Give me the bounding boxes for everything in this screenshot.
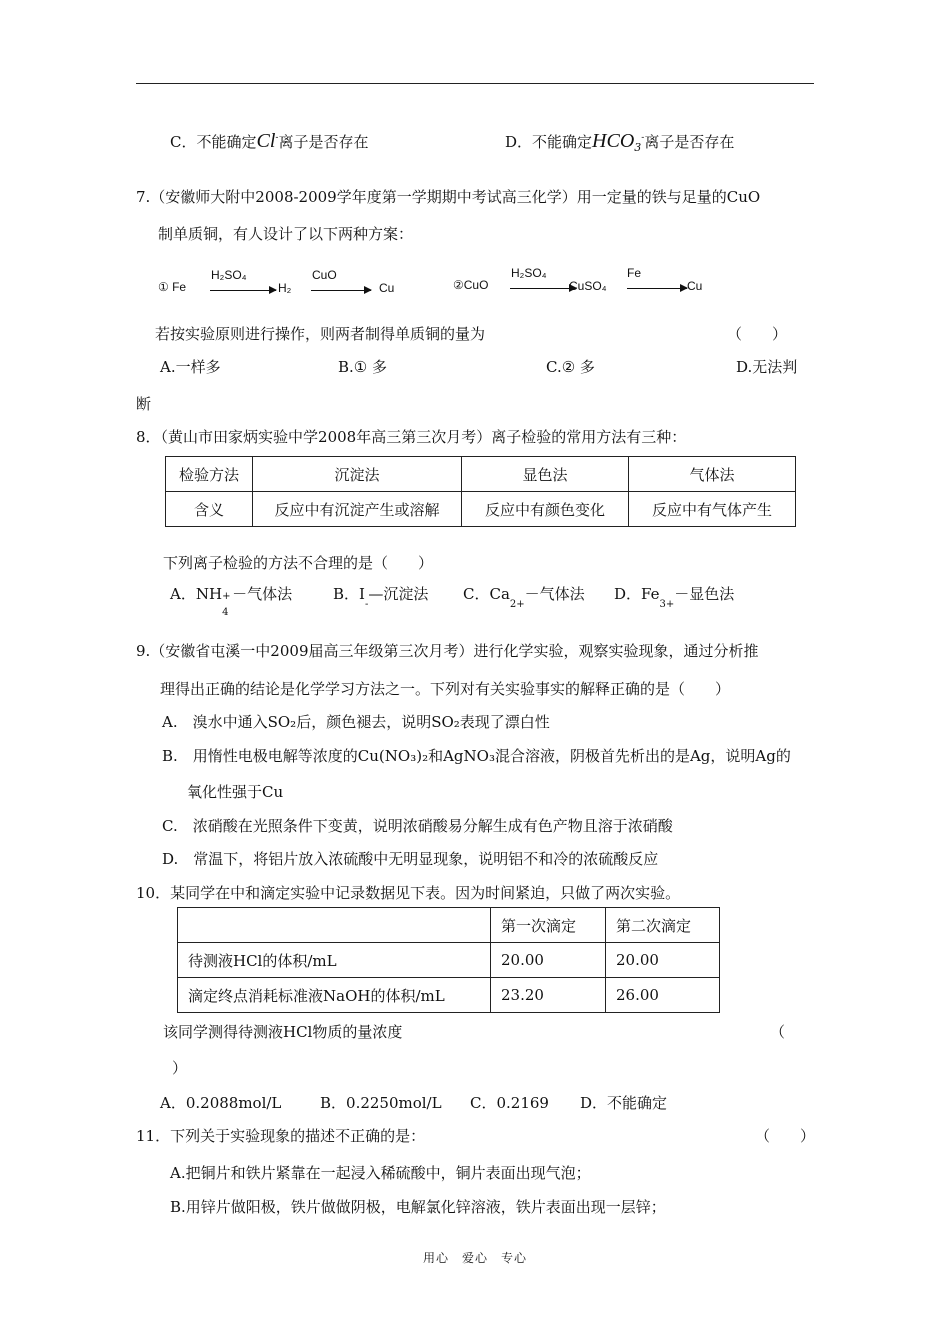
q9-option-c: C. 浓硝酸在光照条件下变黄，说明浓硝酸易分解生成有色产物且溶于浓硝酸 <box>162 817 673 835</box>
q10-paren-close: ） <box>172 1059 188 1077</box>
table-header-row <box>166 457 796 492</box>
table-cell: 沉淀法 <box>253 457 462 492</box>
q7-option-a: A.一样多 <box>160 358 221 376</box>
q8-option-a: A．NH + 4 －气体法 <box>170 585 293 618</box>
q10-paren-open: （ <box>770 1023 786 1041</box>
q10-titration-table <box>177 907 720 1013</box>
q9-line2: 理得出正确的结论是化学学习方法之一。下列对有关实验事实的解释正确的是（ ） <box>160 680 731 698</box>
q9-option-a: A. 溴水中通入SO₂后，颜色褪去，说明SO₂表现了漂白性 <box>162 713 550 731</box>
q9-option-b-line1: B. 用惰性电极电解等浓度的Cu(NO₃)₂和AgNO₃混合溶液，阴极首先析出的是Ag，说明Ag的 <box>162 747 791 765</box>
q10-option-c: C．0.2169 <box>470 1094 549 1112</box>
table-row <box>166 492 796 527</box>
page-footer: 用心 爱心 专心 <box>422 1251 527 1265</box>
q9-option-b-line2: 氧化性强于Cu <box>187 783 284 801</box>
q7-option-wrap: 断 <box>136 395 152 413</box>
scheme2-product2: Cu <box>687 279 703 293</box>
scheme1-arrow1 <box>210 290 276 291</box>
q10-line1: 10．某同学在中和滴定实验中记录数据见下表。因为时间紧迫，只做了两次实验。 <box>136 884 681 902</box>
q11-answer-paren: （ ） <box>755 1127 816 1145</box>
table-cell: 23.20 <box>491 978 606 1013</box>
table-row <box>178 978 720 1013</box>
q11-option-b: B.用锌片做阳极，铁片做做阴极，电解氯化锌溶液，铁片表面出现一层锌； <box>170 1198 666 1216</box>
table-cell <box>178 908 491 943</box>
table-cell: 反应中有颜色变化 <box>462 492 629 527</box>
scheme2-arrow2 <box>627 288 687 289</box>
table-cell: 第二次滴定 <box>606 908 720 943</box>
scheme1-reagent2: CuO <box>312 268 337 282</box>
q7-line2: 制单质铜，有人设计了以下两种方案： <box>158 225 414 243</box>
q8-option-b: B．$I_-—$沉淀法 <box>333 585 429 610</box>
q7-option-c: C.② 多 <box>546 358 595 376</box>
table-cell: 检验方法 <box>166 457 253 492</box>
scheme2-reagent1: H₂SO₄ <box>511 266 547 280</box>
table-cell: 气体法 <box>629 457 796 492</box>
header-rule <box>136 83 814 84</box>
q10-option-b: B．0.2250mol/L <box>320 1094 442 1112</box>
scheme2-reagent2: Fe <box>627 266 642 280</box>
q9-line1: 9.（安徽省屯溪一中2009届高三年级第三次月考）进行化学实验，观察实验现象，通过分析推 <box>136 642 759 660</box>
table-cell: 20.00 <box>606 943 720 978</box>
table-row <box>178 943 720 978</box>
scheme1-start: ① Fe <box>158 280 187 294</box>
q10-option-a: A．0.2088mol/L <box>160 1094 282 1112</box>
q10-question: 该同学测得待测液HCl物质的量浓度 <box>163 1023 403 1041</box>
table-cell: 26.00 <box>606 978 720 1013</box>
q7-line1: 7.（安徽师大附中2008-2009学年度第一学期期中考试高三化学）用一定量的铁与足量的CuO <box>136 188 761 206</box>
q9-option-d: D. 常温下，将铝片放入浓硫酸中无明显现象，说明铝不和冷的浓硫酸反应 <box>162 850 659 868</box>
table-cell: 滴定终点消耗标准液NaOH的体积/mL <box>178 978 491 1013</box>
q8-option-c: C．$Ca_{2+}-$气体法 <box>463 585 585 610</box>
q7-option-b: B.① 多 <box>338 358 388 376</box>
scheme2-arrow1 <box>510 288 576 289</box>
q8-question: 下列离子检验的方法不合理的是（ ） <box>163 554 434 572</box>
q7-answer-paren: （ ） <box>727 325 788 343</box>
scheme2-product1: CuSO₄ <box>569 279 607 293</box>
table-cell: 含义 <box>166 492 253 527</box>
table-header-row <box>178 908 720 943</box>
scheme1-arrow2 <box>311 290 371 291</box>
table-cell: 20.00 <box>491 943 606 978</box>
q7-option-d: D.无法判 <box>736 358 798 376</box>
q7-question: 若按实验原则进行操作，则两者制得单质铜的量为 <box>155 325 486 343</box>
table-cell: 反应中有沉淀产生或溶解 <box>253 492 462 527</box>
q8-line1: 8．（黄山市田家炳实验中学2008年高三第三次月考）离子检验的常用方法有三种： <box>136 428 687 446</box>
table-cell: 显色法 <box>462 457 629 492</box>
q10-option-d: D．不能确定 <box>580 1094 668 1112</box>
scheme1-product1: H₂ <box>278 281 292 295</box>
table-cell: 第一次滴定 <box>491 908 606 943</box>
q6-option-d: D．不能确定$HCO_3^-$离子是否存在 <box>505 130 735 154</box>
q11-line1: 11．下列关于实验现象的描述不正确的是： <box>136 1127 426 1145</box>
chloride-formula: Cl <box>256 130 276 152</box>
q6-option-c: C．不能确定Cl-离子是否存在 <box>170 130 369 152</box>
table-cell: 待测液HCl的体积/mL <box>178 943 491 978</box>
scheme1-product2: Cu <box>379 281 395 295</box>
bicarbonate-formula: HCO <box>592 130 635 152</box>
scheme2-start: ②CuO <box>453 278 489 292</box>
table-cell: 反应中有气体产生 <box>629 492 796 527</box>
q8-methods-table <box>165 456 796 527</box>
q11-option-a: A.把铜片和铁片紧靠在一起浸入稀硫酸中，铜片表面出现气泡； <box>170 1164 591 1182</box>
scheme1-reagent1: H₂SO₄ <box>211 268 247 282</box>
q8-option-d: D．$Fe_{3+}-$显色法 <box>614 585 735 610</box>
